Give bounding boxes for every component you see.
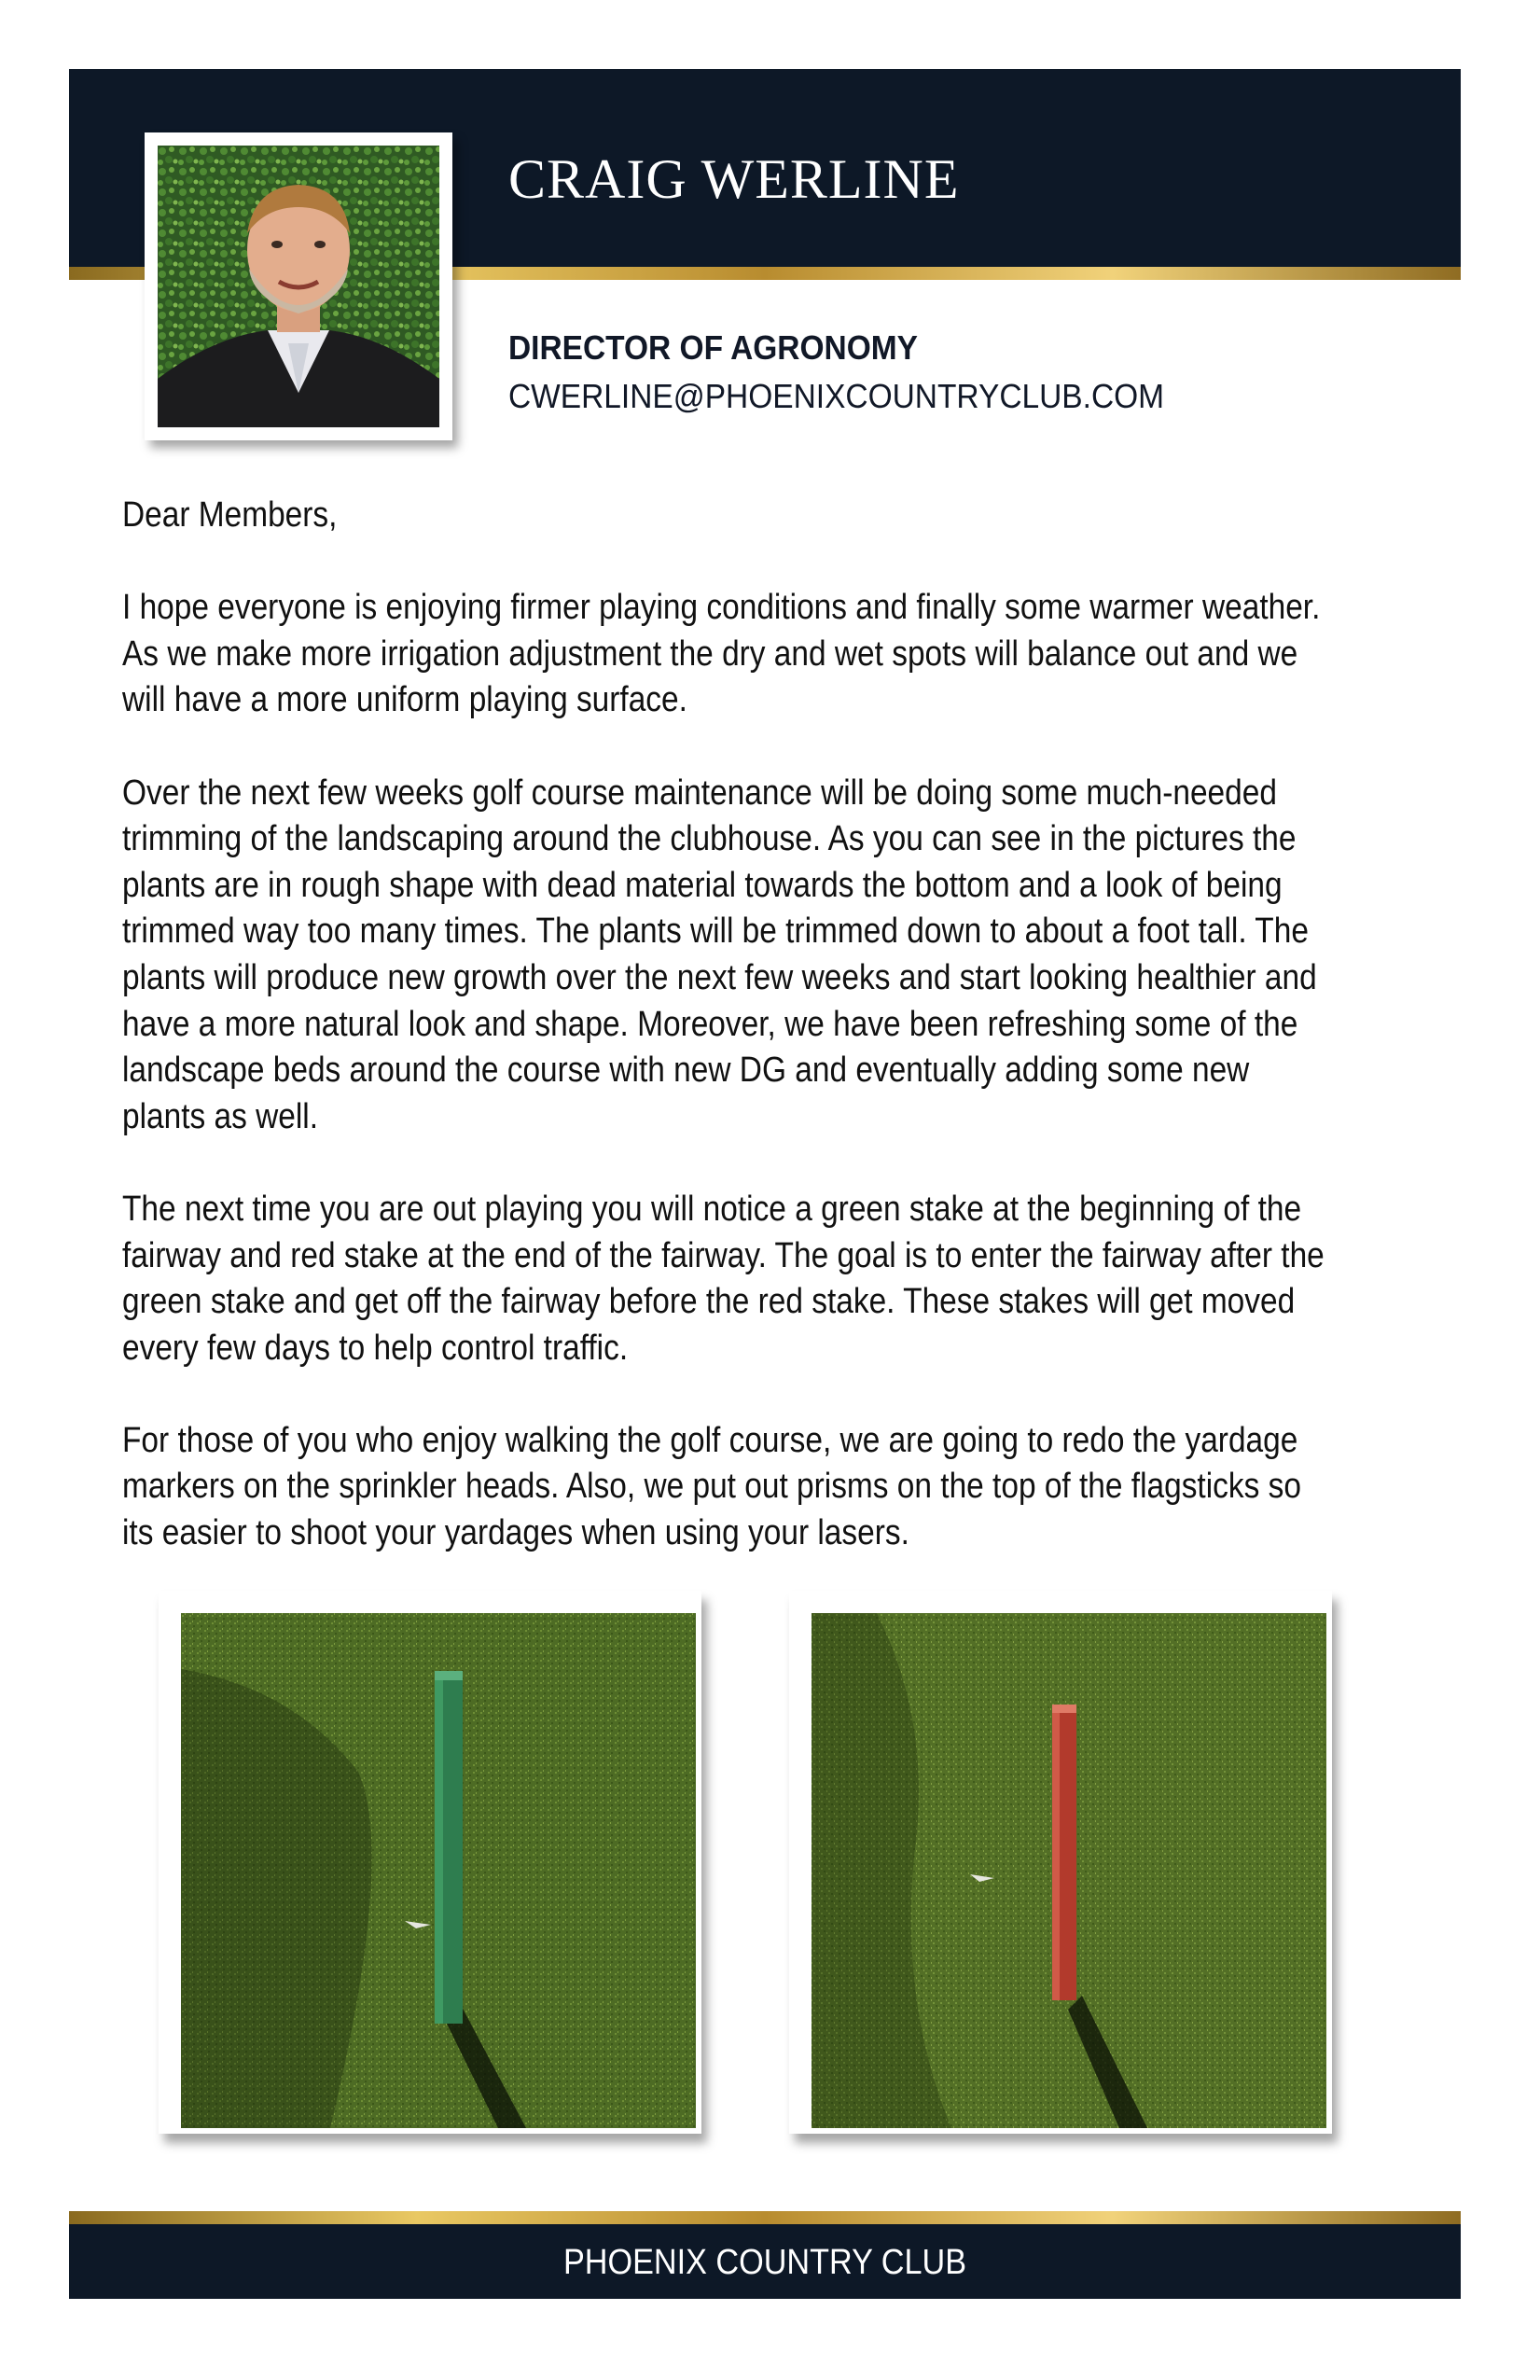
- letter-paragraph: Over the next few weeks golf course maintenance will be doing some much-needed trimming of the landscaping around the clubhouse. As you can see in the pictures the plants are in rough shape with dead material towards the bottom and a look of being trimmed way too many times. The plants will be trimmed down to about a foot tall. The plants will produce new growth over the next few weeks and start looking healthier and have a more natural look and shape. Moreover, we have been refreshing some of the landscape beds around the course with new DG and eventually adding some new plants as well.: [122, 772, 1317, 1136]
- footer-gold-rule: [69, 2211, 1461, 2224]
- red-stake-photo-frame: [789, 1591, 1332, 2134]
- staff-title: DIRECTOR OF AGRONOMY: [508, 328, 918, 367]
- letter-paragraph: For those of you who enjoy walking the golf course, we are going to redo the yardage markers on the sprinkler heads. Also, we put out prisms on the top of the flagsticks so its easier to shoot your yardages when using your lasers.: [122, 1420, 1301, 1553]
- portrait-photo: [158, 146, 439, 427]
- letter-body: [122, 493, 1329, 1603]
- red-stake-photo: [812, 1613, 1326, 2128]
- letter-paragraph: I hope everyone is enjoying firmer playing conditions and finally some warmer weather. As we make more irrigation adjustment the dry and wet spots will balance out and we will have a more uniform playing surface.: [122, 588, 1321, 720]
- letter-greeting: Dear Members,: [122, 495, 338, 535]
- footer-club-name: PHOENIX COUNTRY CLUB: [562, 2243, 967, 2282]
- footer-band: [69, 2224, 1461, 2299]
- letter-paragraph: The next time you are out playing you will notice a green stake at the beginning of the fairway and red stake at the end of the fairway. The goal is to enter the fairway after the green stake and get off the fairway before the red stake. These stakes will get moved every few days to help control traffic.: [122, 1189, 1325, 1368]
- staff-email[interactable]: CWERLINE@PHOENIXCOUNTRYCLUB.COM: [508, 377, 1165, 415]
- portrait-frame: [145, 132, 452, 440]
- green-stake-photo-frame: [159, 1591, 701, 2134]
- staff-name: CRAIG WERLINE: [508, 148, 960, 210]
- green-stake-photo: [181, 1613, 696, 2128]
